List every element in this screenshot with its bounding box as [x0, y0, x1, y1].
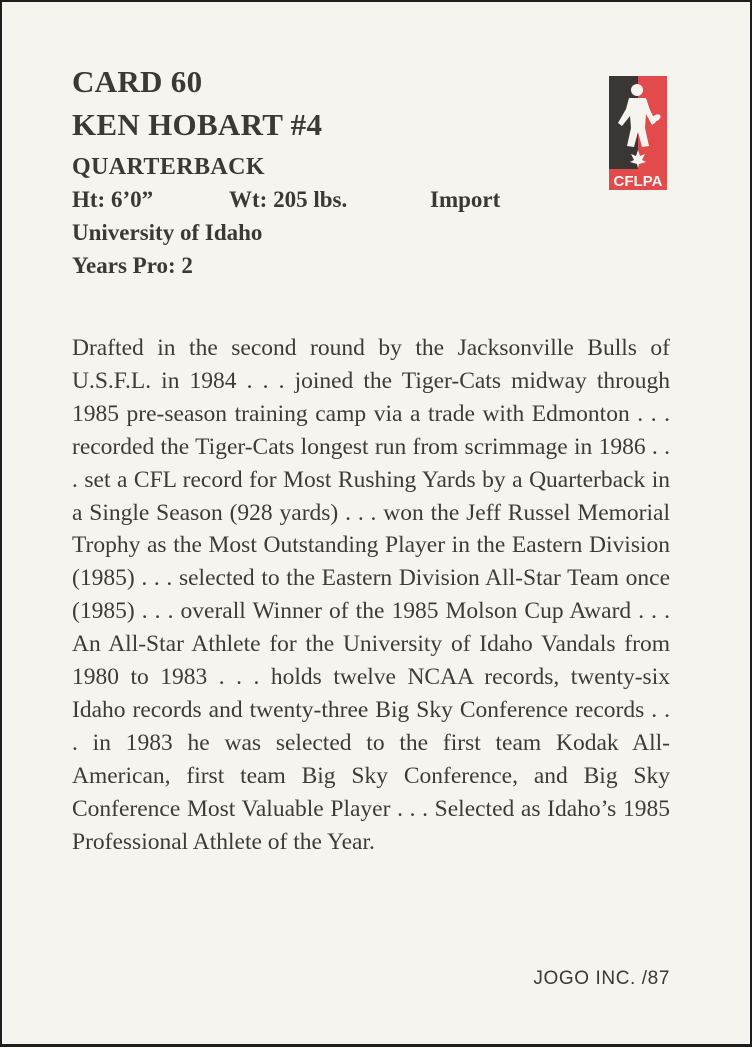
- player-stats-row: [72, 183, 500, 216]
- player-years-pro: Years Pro: 2: [72, 253, 193, 278]
- player-status: Import: [430, 187, 501, 212]
- card-number: CARD 60: [72, 64, 203, 99]
- player-weight: Wt: 205 lbs.: [229, 187, 348, 212]
- cflpa-logo: [609, 76, 667, 190]
- player-name: KEN HOBART #4: [72, 107, 323, 142]
- cflpa-football-player-icon: [609, 76, 667, 190]
- cflpa-logo-text: CFLPA: [613, 173, 663, 190]
- player-height: Ht: 6’0”: [72, 187, 154, 212]
- player-school: University of Idaho: [72, 220, 263, 245]
- player-position: QUARTERBACK: [72, 154, 265, 180]
- card-header: [72, 62, 500, 282]
- publisher-credit: JOGO INC. /87: [533, 968, 670, 989]
- player-biography: Drafted in the second round by the Jacksonville Bulls of U.S.F.L. in 1984 . . . joined the Tiger-Cats midway through 1985 pre-season training camp via a trade with Edmonton . . . recorded the Tiger-Cats longest run from scrimmage in 1986 . . . set a CFL record for Most Rushing Yards by a Quarterback in a Single Season (928 yards) . . . won the Jeff Russel Memorial Trophy as the Most Outstanding Player in the Eastern Division (1985) . . . selected to the Eastern Division All-Star Team once (1985) . . . overall Winner of the 1985 Molson Cup Award . . . An All-Star Athlete for the University of Idaho Vandals from 1980 to 1983 . . . holds twelve NCAA records, twenty-six Idaho records and twenty-three Big Sky Conference records . . . in 1983 he was selected to the first team Kodak All-American, first team Big Sky Conference, and Big Sky Conference Most Valuable Player . . . Selected as Idaho’s 1985 Professional Athlete of the Year.: [72, 335, 670, 855]
